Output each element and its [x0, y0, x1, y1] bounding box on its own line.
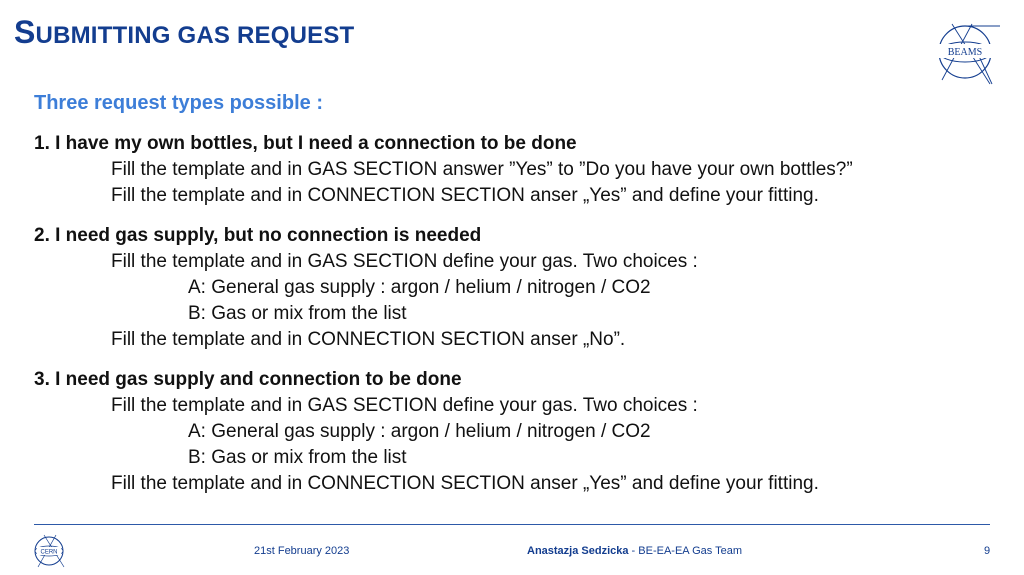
instruction-line: Fill the template and in CONNECTION SECTION anser „Yes” and define your fitting. — [111, 185, 819, 206]
page-number: 9 — [984, 545, 991, 557]
slide-title — [14, 14, 354, 51]
team-name: BE-EA-EA Gas Team — [638, 545, 743, 557]
section-heading: 2. I need gas supply, but no connection is needed — [34, 225, 482, 246]
request-type-3 — [34, 367, 994, 497]
instruction-line: Fill the template and in CONNECTION SECTION anser „No”. — [111, 329, 626, 350]
section-heading: 1. I have my own bottles, but I need a connection to be done — [34, 133, 577, 154]
instruction-line: Fill the template and in GAS SECTION define your gas. Two choices : — [111, 251, 698, 272]
subtitle: Three request types possible : — [34, 92, 323, 114]
request-type-2 — [34, 223, 994, 353]
slide-content — [34, 90, 994, 511]
beams-logo-text: BEAMS — [947, 47, 983, 58]
choice-line: B: Gas or mix from the list — [188, 447, 407, 468]
author-name: Anastazja Sedzicka — [527, 545, 629, 557]
instruction-line: Fill the template and in GAS SECTION answer ”Yes” to ”Do you have your own bottles?” — [111, 159, 853, 180]
section-heading: 3. I need gas supply and connection to be done — [34, 369, 462, 390]
instruction-line: Fill the template and in GAS SECTION define your gas. Two choices : — [111, 395, 698, 416]
title-rest: UBMITTING GAS REQUEST — [35, 22, 355, 49]
choice-line: B: Gas or mix from the list — [188, 303, 407, 324]
request-type-1 — [34, 131, 994, 209]
instruction-line: Fill the template and in CONNECTION SECTION anser „Yes” and define your fitting. — [111, 473, 819, 494]
footer-date: 21st February 2023 — [254, 545, 350, 557]
cern-logo-text: CERN — [40, 549, 58, 556]
beams-logo-icon — [932, 22, 1002, 88]
footer-author — [527, 545, 742, 557]
cern-logo-icon — [32, 533, 68, 569]
author-separator: - — [628, 545, 639, 557]
choice-line: A: General gas supply : argon / helium / nitrogen / CO2 — [188, 277, 651, 298]
footer-divider — [34, 524, 990, 525]
title-first-letter: S — [14, 14, 36, 50]
choice-line: A: General gas supply : argon / helium / nitrogen / CO2 — [188, 421, 651, 442]
